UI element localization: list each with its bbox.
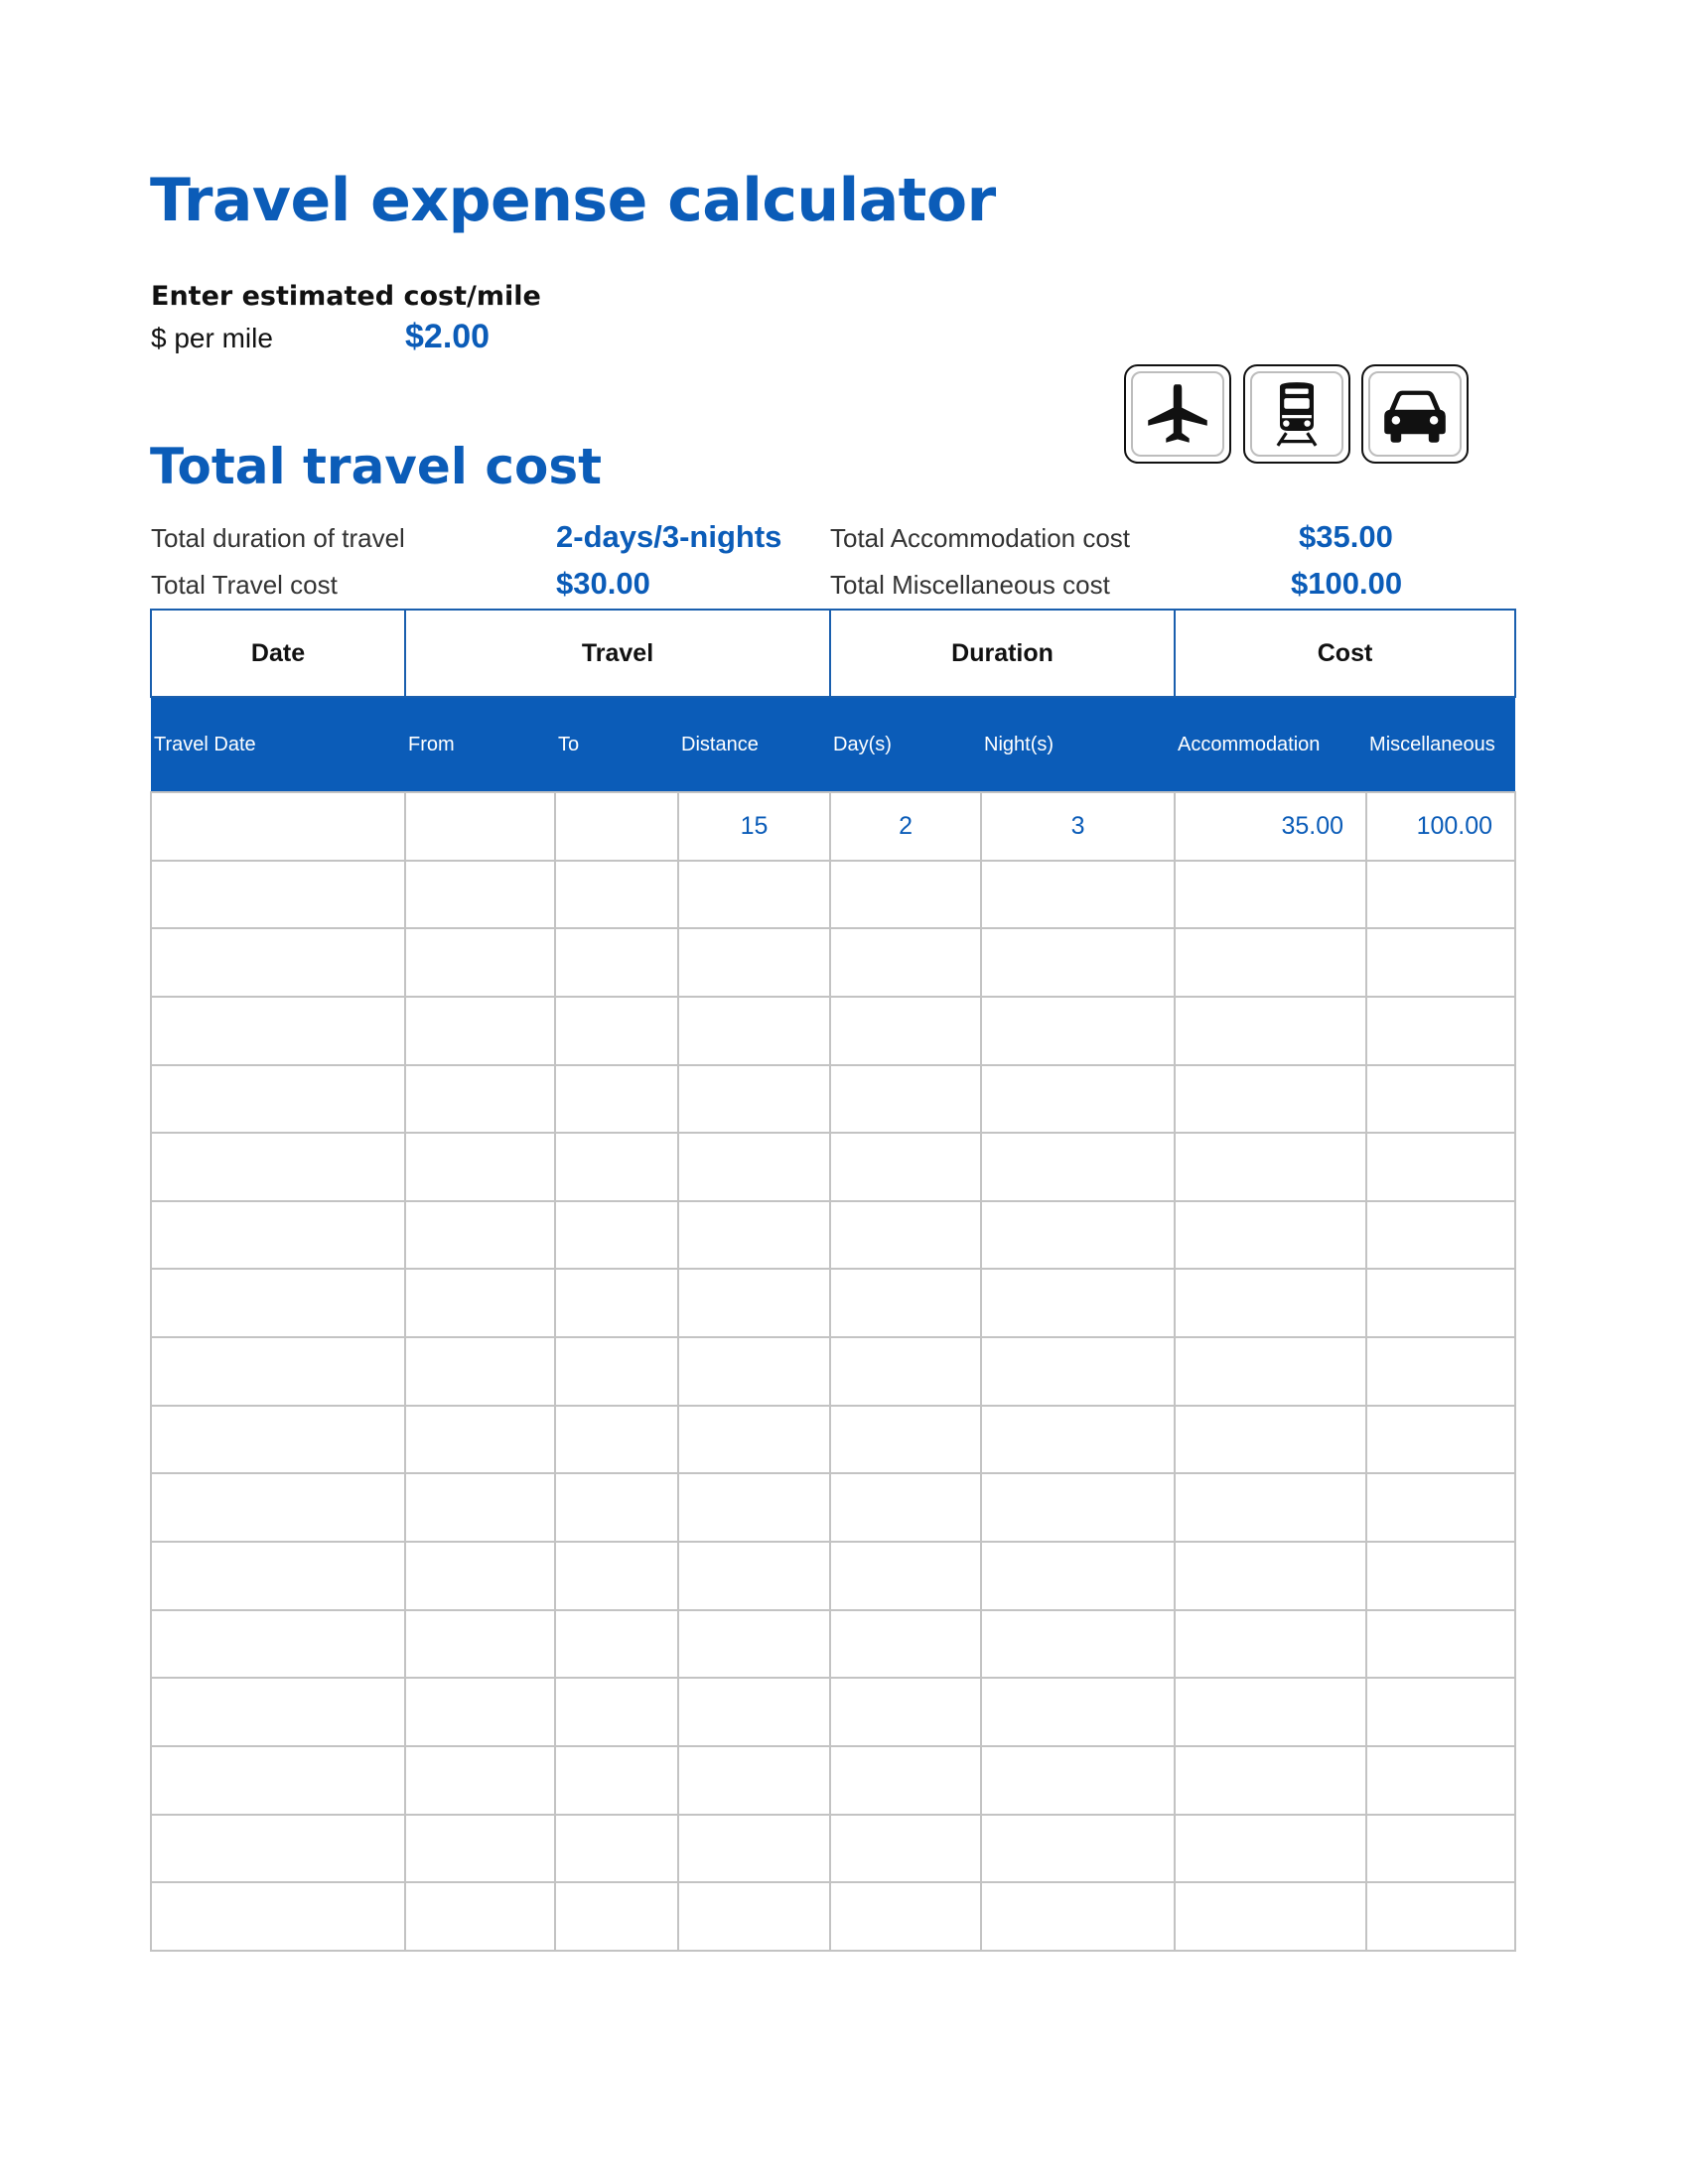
distance-cell[interactable] [678,1610,830,1679]
accommodation-cell[interactable] [1175,1337,1366,1406]
days-cell[interactable] [830,1746,981,1815]
from-cell[interactable] [405,861,555,929]
days-cell[interactable] [830,1542,981,1610]
travel-date-cell[interactable] [151,1406,405,1474]
from-cell[interactable] [405,792,555,861]
miscellaneous-cell[interactable] [1366,1337,1515,1406]
travel-date-cell[interactable] [151,861,405,929]
distance-cell[interactable] [678,1815,830,1883]
travel-date-cell[interactable] [151,928,405,997]
column-header-distance: Distance [678,697,830,792]
table-row [151,1746,1515,1815]
to-cell[interactable] [555,928,678,997]
days-cell[interactable] [830,1882,981,1951]
accommodation-cell[interactable] [1175,1269,1366,1337]
days-cell[interactable] [830,1815,981,1883]
miscellaneous-cell[interactable] [1366,1406,1515,1474]
miscellaneous-cell[interactable] [1366,1815,1515,1883]
train-icon [1263,380,1331,448]
distance-cell[interactable] [678,928,830,997]
airplane-icon [1144,380,1211,448]
from-cell[interactable] [405,1882,555,1951]
days-cell[interactable] [830,1473,981,1542]
column-header-accommodation: Accommodation [1175,697,1366,792]
days-cell[interactable] [830,1065,981,1134]
total-misc-value: $100.00 [1291,566,1403,601]
accommodation-cell[interactable] [1175,1065,1366,1134]
total-travel-cost-label: Total Travel cost [151,570,338,600]
nights-cell[interactable] [981,1542,1175,1610]
to-cell[interactable] [555,1269,678,1337]
from-cell[interactable] [405,1406,555,1474]
table-row [151,1473,1515,1542]
nights-cell[interactable] [981,1201,1175,1270]
nights-cell[interactable] [981,1269,1175,1337]
from-cell[interactable] [405,1746,555,1815]
miscellaneous-cell[interactable] [1366,1201,1515,1270]
miscellaneous-cell[interactable] [1366,1473,1515,1542]
accommodation-cell[interactable] [1175,1610,1366,1679]
table-row [151,1133,1515,1201]
miscellaneous-cell[interactable]: 100.00 [1366,792,1515,861]
to-cell[interactable] [555,1065,678,1134]
days-cell[interactable] [830,1133,981,1201]
distance-cell[interactable] [678,1542,830,1610]
accommodation-cell[interactable] [1175,1133,1366,1201]
column-header-travel-date: Travel Date [151,697,405,792]
to-cell[interactable] [555,1201,678,1270]
nights-cell[interactable] [981,1133,1175,1201]
column-header-miscellaneous: Miscellaneous [1366,697,1515,792]
table-row [151,1337,1515,1406]
days-cell[interactable] [830,1610,981,1679]
days-cell[interactable] [830,1201,981,1270]
travel-date-cell[interactable] [151,1065,405,1134]
nights-cell[interactable] [981,1406,1175,1474]
travel-date-cell[interactable] [151,1746,405,1815]
to-cell[interactable] [555,792,678,861]
table-row [151,997,1515,1065]
nights-cell[interactable]: 3 [981,792,1175,861]
miscellaneous-cell[interactable] [1366,1542,1515,1610]
accommodation-cell[interactable] [1175,1406,1366,1474]
travel-date-cell[interactable] [151,1133,405,1201]
to-cell[interactable] [555,861,678,929]
to-cell[interactable] [555,1337,678,1406]
from-cell[interactable] [405,1337,555,1406]
distance-cell[interactable] [678,1133,830,1201]
cost-per-mile-heading: Enter estimated cost/mile [151,281,541,312]
distance-cell[interactable] [678,1473,830,1542]
nights-cell[interactable] [981,1337,1175,1406]
column-header-to: To [555,697,678,792]
to-cell[interactable] [555,997,678,1065]
days-cell[interactable] [830,861,981,929]
total-accommodation-value: $35.00 [1299,519,1393,554]
travel-date-cell[interactable] [151,1815,405,1883]
page-title: Travel expense calculator [150,166,996,235]
to-cell[interactable] [555,1815,678,1883]
group-header-cost: Cost [1175,610,1515,697]
total-travel-cost-value: $30.00 [556,566,650,601]
accommodation-cell[interactable] [1175,1815,1366,1883]
car-icon [1381,380,1449,448]
total-accommodation-label: Total Accommodation cost [830,523,1131,553]
table-row [151,1815,1515,1883]
travel-date-cell[interactable] [151,1337,405,1406]
from-cell[interactable] [405,1201,555,1270]
table-row [151,1610,1515,1679]
miscellaneous-cell[interactable] [1366,1065,1515,1134]
days-cell[interactable] [830,1337,981,1406]
days-cell[interactable] [830,997,981,1065]
accommodation-cell[interactable] [1175,997,1366,1065]
from-cell[interactable] [405,1542,555,1610]
days-cell[interactable] [830,1678,981,1746]
from-cell[interactable] [405,928,555,997]
nights-cell[interactable] [981,1610,1175,1679]
train-button[interactable] [1243,364,1350,464]
to-cell[interactable] [555,1610,678,1679]
travel-expense-table [150,609,1516,1952]
table-row [151,1678,1515,1746]
miscellaneous-cell[interactable] [1366,1746,1515,1815]
miscellaneous-cell[interactable] [1366,1610,1515,1679]
travel-date-cell[interactable] [151,997,405,1065]
column-header-days: Day(s) [830,697,981,792]
miscellaneous-cell[interactable] [1366,928,1515,997]
group-header-duration: Duration [830,610,1175,697]
accommodation-cell[interactable] [1175,928,1366,997]
distance-cell[interactable] [678,997,830,1065]
table-row [151,1201,1515,1270]
from-cell[interactable] [405,1815,555,1883]
from-cell[interactable] [405,1610,555,1679]
accommodation-cell[interactable] [1175,861,1366,929]
distance-cell[interactable] [678,1337,830,1406]
from-cell[interactable] [405,1678,555,1746]
column-header-row [151,697,1515,792]
distance-cell[interactable] [678,1065,830,1134]
accommodation-cell[interactable] [1175,1542,1366,1610]
days-cell[interactable] [830,1269,981,1337]
travel-date-cell[interactable] [151,1610,405,1679]
distance-cell[interactable] [678,1746,830,1815]
distance-cell[interactable] [678,1406,830,1474]
miscellaneous-cell[interactable] [1366,1269,1515,1337]
table-row [151,928,1515,997]
days-cell[interactable]: 2 [830,792,981,861]
nights-cell[interactable] [981,1065,1175,1134]
travel-date-cell[interactable] [151,1473,405,1542]
from-cell[interactable] [405,1269,555,1337]
airplane-button[interactable] [1124,364,1231,464]
group-header-travel: Travel [405,610,830,697]
nights-cell[interactable] [981,1746,1175,1815]
from-cell[interactable] [405,997,555,1065]
miscellaneous-cell[interactable] [1366,1882,1515,1951]
to-cell[interactable] [555,1882,678,1951]
distance-cell[interactable] [678,1201,830,1270]
table-row [151,1269,1515,1337]
table-row [151,861,1515,929]
travel-date-cell[interactable] [151,1678,405,1746]
per-mile-value-input[interactable]: $2.00 [405,318,491,355]
group-header-date: Date [151,610,405,697]
miscellaneous-cell[interactable] [1366,1678,1515,1746]
to-cell[interactable] [555,1406,678,1474]
nights-cell[interactable] [981,861,1175,929]
nights-cell[interactable] [981,1678,1175,1746]
total-duration-label: Total duration of travel [151,523,405,553]
distance-cell[interactable] [678,1678,830,1746]
table-row [151,1065,1515,1134]
miscellaneous-cell[interactable] [1366,861,1515,929]
travel-date-cell[interactable] [151,1201,405,1270]
total-duration-value: 2-days/3-nights [556,519,782,554]
nights-cell[interactable] [981,928,1175,997]
total-misc-label: Total Miscellaneous cost [830,570,1110,600]
table-row [151,1406,1515,1474]
accommodation-cell[interactable]: 35.00 [1175,792,1366,861]
distance-cell[interactable] [678,1269,830,1337]
travel-date-cell[interactable] [151,1542,405,1610]
to-cell[interactable] [555,1678,678,1746]
accommodation-cell[interactable] [1175,1882,1366,1951]
accommodation-cell[interactable] [1175,1473,1366,1542]
days-cell[interactable] [830,1406,981,1474]
accommodation-cell[interactable] [1175,1746,1366,1815]
to-cell[interactable] [555,1746,678,1815]
table-row [151,1882,1515,1951]
per-mile-label: $ per mile [151,323,273,353]
miscellaneous-cell[interactable] [1366,997,1515,1065]
travel-date-cell[interactable] [151,792,405,861]
table-row [151,1542,1515,1610]
car-button[interactable] [1361,364,1469,464]
nights-cell[interactable] [981,1473,1175,1542]
group-header-row [151,610,1515,697]
nights-cell[interactable] [981,997,1175,1065]
distance-cell[interactable]: 15 [678,792,830,861]
accommodation-cell[interactable] [1175,1678,1366,1746]
column-header-from: From [405,697,555,792]
to-cell[interactable] [555,1133,678,1201]
to-cell[interactable] [555,1542,678,1610]
table-row [151,792,1515,861]
days-cell[interactable] [830,928,981,997]
from-cell[interactable] [405,1473,555,1542]
miscellaneous-cell[interactable] [1366,1133,1515,1201]
column-header-nights: Night(s) [981,697,1175,792]
from-cell[interactable] [405,1133,555,1201]
nights-cell[interactable] [981,1815,1175,1883]
from-cell[interactable] [405,1065,555,1134]
travel-date-cell[interactable] [151,1269,405,1337]
nights-cell[interactable] [981,1882,1175,1951]
distance-cell[interactable] [678,1882,830,1951]
accommodation-cell[interactable] [1175,1201,1366,1270]
to-cell[interactable] [555,1473,678,1542]
section-title: Total travel cost [150,438,603,495]
travel-date-cell[interactable] [151,1882,405,1951]
distance-cell[interactable] [678,861,830,929]
